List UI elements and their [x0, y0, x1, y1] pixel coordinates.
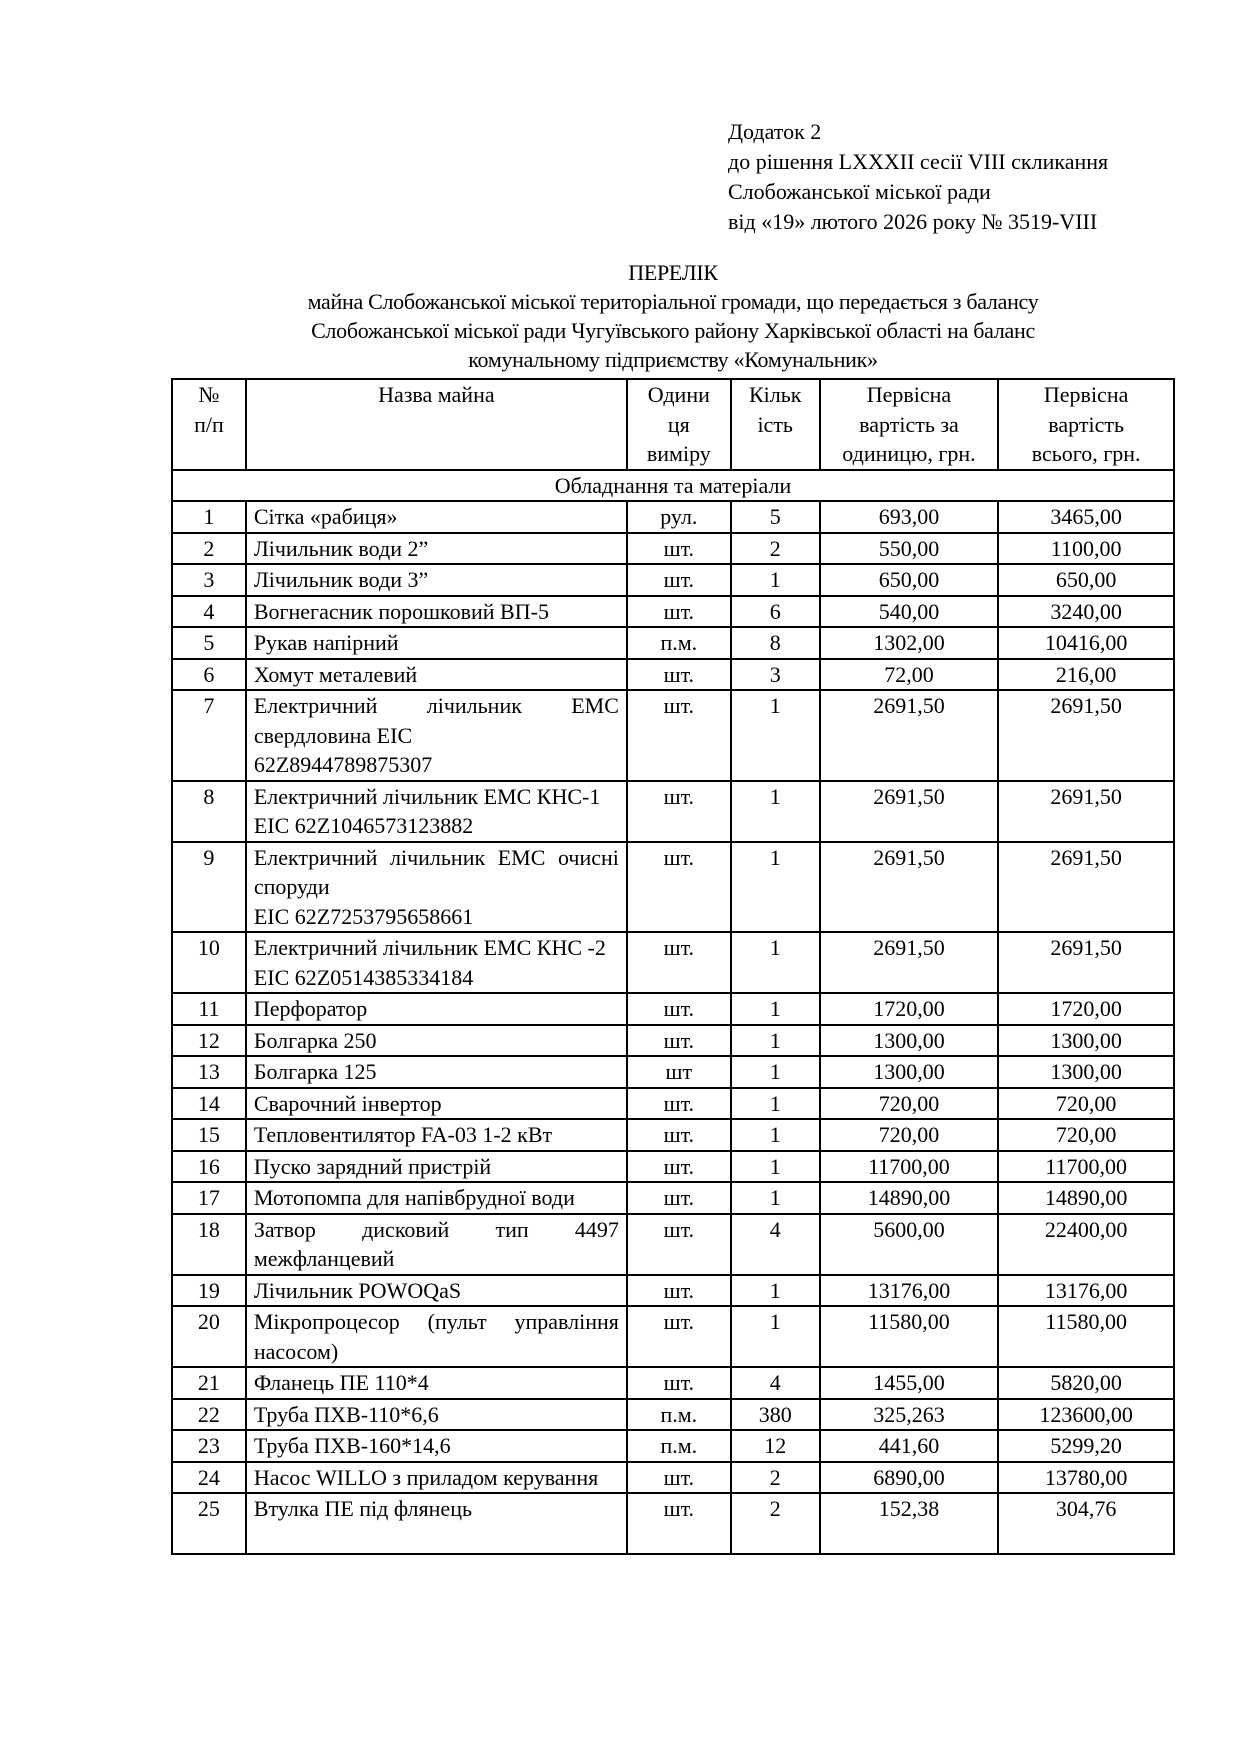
table-row: [172, 1025, 1174, 1057]
row-total-price: 5299,20: [998, 1430, 1174, 1462]
row-name-line: Лічильник води 3”: [253, 567, 429, 592]
row-total-price: 123600,00: [998, 1399, 1174, 1431]
row-name: [246, 1025, 627, 1057]
table-row: [172, 659, 1174, 691]
row-unit-price: 1300,00: [820, 1025, 999, 1057]
row-name-line: Болгарка 125: [253, 1059, 377, 1084]
row-quantity: 5: [731, 501, 820, 533]
table-row: [172, 1367, 1174, 1399]
row-number: 16: [172, 1151, 246, 1183]
row-number: 4: [172, 596, 246, 628]
row-name: [246, 1214, 627, 1275]
table-row: [172, 1275, 1174, 1307]
row-unit-price: 5600,00: [820, 1214, 999, 1275]
row-name: [246, 1088, 627, 1120]
row-unit-price: 2691,50: [820, 781, 999, 842]
row-number: 15: [172, 1119, 246, 1151]
table-row: [172, 564, 1174, 596]
row-number: 22: [172, 1399, 246, 1431]
row-name: [246, 659, 627, 691]
row-unit-price: 550,00: [820, 533, 999, 565]
row-total-price: 720,00: [998, 1119, 1174, 1151]
row-total-price: 13176,00: [998, 1275, 1174, 1307]
row-name: [246, 1462, 627, 1494]
row-unit-price: 1455,00: [820, 1367, 999, 1399]
row-total-price: 3465,00: [998, 501, 1174, 533]
row-quantity: 12: [731, 1430, 820, 1462]
row-unit-price: 11580,00: [820, 1306, 999, 1367]
row-unit: шт.: [627, 1462, 731, 1494]
row-unit: шт.: [627, 690, 731, 781]
title-subtitle-line: комунальному підприємству «Комунальник»: [468, 347, 878, 372]
row-unit-price: 441,60: [820, 1430, 999, 1462]
row-name: [246, 564, 627, 596]
row-quantity: 1: [731, 1119, 820, 1151]
row-unit-price: 325,263: [820, 1399, 999, 1431]
row-unit: п.м.: [627, 1399, 731, 1431]
row-unit: шт.: [627, 596, 731, 628]
row-name: [246, 1119, 627, 1151]
row-unit: шт.: [627, 993, 731, 1025]
row-unit-price: 14890,00: [820, 1182, 999, 1214]
row-unit: п.м.: [627, 627, 731, 659]
title-subtitle-line: Слобожанської міської ради Чугуївського району Харківської області на баланс: [311, 318, 1035, 343]
row-name-line: Болгарка 250: [253, 1027, 377, 1053]
row-total-price: 1100,00: [998, 533, 1174, 565]
header-unit-price: Первісна вартість за одиницю, грн.: [820, 379, 999, 470]
row-name: [246, 993, 627, 1025]
table-row: [172, 1182, 1174, 1214]
table-row: [172, 1214, 1174, 1275]
row-unit: шт.: [627, 1182, 731, 1214]
section-title: Обладнання та матеріали: [172, 470, 1174, 502]
row-name-line: Мотопомпа для напівбрудної води: [253, 1185, 575, 1210]
row-name-line: Лічильник POWOQaS: [253, 1277, 462, 1303]
row-total-price: 720,00: [998, 1088, 1174, 1120]
row-number: 14: [172, 1088, 246, 1120]
addendum-line: до рішення LXXXII сесії VIII скликання: [728, 149, 1109, 174]
addendum-block: [728, 117, 1108, 237]
asset-table: [171, 378, 1175, 1555]
row-name: [246, 842, 627, 933]
header-total-price: Первісна вартість всього, грн.: [998, 379, 1174, 470]
table-row: [172, 842, 1174, 933]
row-total-price: 3240,00: [998, 596, 1174, 628]
row-number: 19: [172, 1275, 246, 1307]
title-heading: ПЕРЕЛІК: [628, 260, 718, 285]
row-quantity: 6: [731, 596, 820, 628]
row-name: [246, 690, 627, 781]
table-row: [172, 1430, 1174, 1462]
row-unit: шт.: [627, 1306, 731, 1367]
table-row: [172, 501, 1174, 533]
row-quantity: 3: [731, 659, 820, 691]
row-name-line: Фланець ПЕ 110*4: [253, 1370, 429, 1395]
row-quantity: 1: [731, 564, 820, 596]
table-row: [172, 1151, 1174, 1183]
table-row: [172, 1119, 1174, 1151]
row-name-line: Хомут металевий: [253, 661, 418, 687]
row-unit: шт.: [627, 1119, 731, 1151]
row-unit: шт.: [627, 1151, 731, 1183]
row-name: [246, 501, 627, 533]
row-name-line: 62Z8944789875307: [253, 752, 433, 777]
row-name-line: Перфоратор: [253, 996, 368, 1021]
table-row: [172, 1493, 1174, 1554]
table-row: [172, 781, 1174, 842]
section-row: [172, 470, 1174, 502]
row-quantity: 2: [731, 1462, 820, 1494]
row-number: 7: [172, 690, 246, 781]
row-name-line: Вогнегасник порошковий ВП-5: [253, 598, 549, 624]
table-row: [172, 932, 1174, 993]
row-unit-price: 720,00: [820, 1119, 999, 1151]
row-name-line: Пуско зарядний пристрій: [253, 1153, 492, 1179]
row-quantity: 1: [731, 1151, 820, 1183]
row-number: 24: [172, 1462, 246, 1494]
row-unit: шт.: [627, 1088, 731, 1120]
row-unit-price: 540,00: [820, 596, 999, 628]
row-quantity: 1: [731, 1182, 820, 1214]
row-name: [246, 1493, 627, 1554]
row-unit-price: 720,00: [820, 1088, 999, 1120]
row-total-price: 14890,00: [998, 1182, 1174, 1214]
header-quantity: Кільк ість: [731, 379, 820, 470]
table-row: [172, 1056, 1174, 1088]
table-row: [172, 1306, 1174, 1367]
row-name: [246, 596, 627, 628]
row-total-price: 22400,00: [998, 1214, 1174, 1275]
row-unit: шт.: [627, 1275, 731, 1307]
row-total-price: 2691,50: [998, 932, 1174, 993]
row-name-line: EIC 62Z0514385334184: [253, 964, 474, 990]
row-quantity: 1: [731, 1088, 820, 1120]
table-row: [172, 1462, 1174, 1494]
row-number: 1: [172, 501, 246, 533]
row-name: [246, 627, 627, 659]
row-name: [246, 1399, 627, 1431]
row-unit-price: 11700,00: [820, 1151, 999, 1183]
row-name-line: Насос WILLO з приладом керування: [253, 1464, 599, 1490]
table-row: [172, 533, 1174, 565]
row-unit: шт.: [627, 842, 731, 933]
row-number: 25: [172, 1493, 246, 1554]
row-unit: шт.: [627, 564, 731, 596]
row-unit: шт.: [627, 1214, 731, 1275]
row-name: [246, 533, 627, 565]
row-unit: шт.: [627, 1025, 731, 1057]
table-row: [172, 690, 1174, 781]
row-unit-price: 6890,00: [820, 1462, 999, 1494]
table-row: [172, 596, 1174, 628]
row-name-line: Електричний лічильник ЕМС КНС -2: [253, 935, 606, 960]
row-unit: шт.: [627, 932, 731, 993]
row-name-line: Тепловентилятор FA-03 1-2 кВт: [253, 1122, 553, 1147]
row-name-line: Труба ПХВ-160*14,6: [253, 1433, 451, 1458]
row-name: [246, 932, 627, 993]
title-subtitle-line: майна Слобожанської міської територіальної громади, що передається з балансу: [307, 289, 1039, 314]
row-quantity: 4: [731, 1367, 820, 1399]
row-name-line: Рукав напірний: [253, 630, 399, 655]
row-total-price: 10416,00: [998, 627, 1174, 659]
header-no: № п/п: [172, 379, 246, 470]
row-unit-price: 13176,00: [820, 1275, 999, 1307]
row-number: 11: [172, 993, 246, 1025]
row-number: 17: [172, 1182, 246, 1214]
row-name-line: Лічильник води 2”: [253, 535, 429, 561]
row-number: 3: [172, 564, 246, 596]
row-name: [246, 1367, 627, 1399]
row-quantity: 1: [731, 1306, 820, 1367]
row-quantity: 1: [731, 932, 820, 993]
row-name: [246, 1182, 627, 1214]
row-unit-price: 1302,00: [820, 627, 999, 659]
row-number: 9: [172, 842, 246, 933]
row-number: 2: [172, 533, 246, 565]
row-number: 6: [172, 659, 246, 691]
row-number: 12: [172, 1025, 246, 1057]
row-total-price: 650,00: [998, 564, 1174, 596]
row-quantity: 1: [731, 690, 820, 781]
row-total-price: 1720,00: [998, 993, 1174, 1025]
row-name-line: EIC 62Z1046573123882: [253, 813, 474, 838]
addendum-line: Слобожанської міської ради: [728, 179, 991, 204]
row-quantity: 1: [731, 1275, 820, 1307]
row-name-line: Затвор дисковий тип 4497 межфланцевий: [253, 1216, 619, 1271]
row-name-line: EIC 62Z7253795658661: [253, 903, 474, 929]
addendum-line: Додаток 2: [728, 119, 822, 144]
row-unit: рул.: [627, 501, 731, 533]
row-quantity: 2: [731, 1493, 820, 1554]
row-unit-price: 1720,00: [820, 993, 999, 1025]
row-unit-price: 693,00: [820, 501, 999, 533]
row-unit: шт: [627, 1056, 731, 1088]
row-unit: шт.: [627, 781, 731, 842]
row-name-line: Сварочний інвертор: [253, 1090, 442, 1116]
row-quantity: 4: [731, 1214, 820, 1275]
row-total-price: 5820,00: [998, 1367, 1174, 1399]
table-row: [172, 1399, 1174, 1431]
row-quantity: 1: [731, 1025, 820, 1057]
row-total-price: 1300,00: [998, 1025, 1174, 1057]
row-total-price: 1300,00: [998, 1056, 1174, 1088]
row-unit-price: 2691,50: [820, 690, 999, 781]
row-unit-price: 1300,00: [820, 1056, 999, 1088]
row-unit: шт.: [627, 1493, 731, 1554]
row-quantity: 1: [731, 781, 820, 842]
row-quantity: 1: [731, 1056, 820, 1088]
row-name: [246, 781, 627, 842]
row-name-line: Сітка «рабиця»: [253, 504, 398, 529]
addendum-line: від «19» лютого 2026 року № 3519-VIII: [728, 209, 1098, 234]
row-unit: шт.: [627, 659, 731, 691]
row-name-line: Труба ПХВ-110*6,6: [253, 1401, 439, 1427]
document-title: [170, 258, 1176, 374]
row-name-line: Електричний лічильник ЕМС КНС-1: [253, 783, 601, 809]
header-unit: Одини ця виміру: [627, 379, 731, 470]
row-name-line: Втулка ПЕ під флянець: [253, 1496, 472, 1521]
row-number: 21: [172, 1367, 246, 1399]
row-unit-price: 650,00: [820, 564, 999, 596]
row-quantity: 1: [731, 842, 820, 933]
header-name: Назва майна: [246, 379, 627, 470]
row-total-price: 13780,00: [998, 1462, 1174, 1494]
table-row: [172, 993, 1174, 1025]
row-total-price: 2691,50: [998, 842, 1174, 933]
row-total-price: 11580,00: [998, 1306, 1174, 1367]
row-total-price: 11700,00: [998, 1151, 1174, 1183]
row-name-line: Електричний лічильник ЕМС свердловина EIC: [253, 693, 619, 748]
row-quantity: 380: [731, 1399, 820, 1431]
row-unit: шт.: [627, 1367, 731, 1399]
row-quantity: 1: [731, 993, 820, 1025]
row-unit: п.м.: [627, 1430, 731, 1462]
row-name-line: Мікропроцесор (пульт управління насосом): [253, 1309, 619, 1364]
row-name-line: Електричний лічильник ЕМС очисні споруди: [253, 844, 619, 899]
row-number: 5: [172, 627, 246, 659]
row-name: [246, 1275, 627, 1307]
row-number: 8: [172, 781, 246, 842]
row-number: 18: [172, 1214, 246, 1275]
row-total-price: 2691,50: [998, 781, 1174, 842]
row-unit: шт.: [627, 533, 731, 565]
row-total-price: 216,00: [998, 659, 1174, 691]
table-header-row: [172, 379, 1174, 470]
row-quantity: 2: [731, 533, 820, 565]
row-name: [246, 1306, 627, 1367]
row-unit-price: 72,00: [820, 659, 999, 691]
row-name: [246, 1151, 627, 1183]
row-name: [246, 1056, 627, 1088]
row-unit-price: 2691,50: [820, 842, 999, 933]
row-number: 10: [172, 932, 246, 993]
row-name: [246, 1430, 627, 1462]
row-number: 13: [172, 1056, 246, 1088]
row-total-price: 304,76: [998, 1493, 1174, 1554]
row-number: 23: [172, 1430, 246, 1462]
row-unit-price: 2691,50: [820, 932, 999, 993]
table-row: [172, 627, 1174, 659]
table-row: [172, 1088, 1174, 1120]
row-quantity: 8: [731, 627, 820, 659]
row-number: 20: [172, 1306, 246, 1367]
row-unit-price: 152,38: [820, 1493, 999, 1554]
row-total-price: 2691,50: [998, 690, 1174, 781]
